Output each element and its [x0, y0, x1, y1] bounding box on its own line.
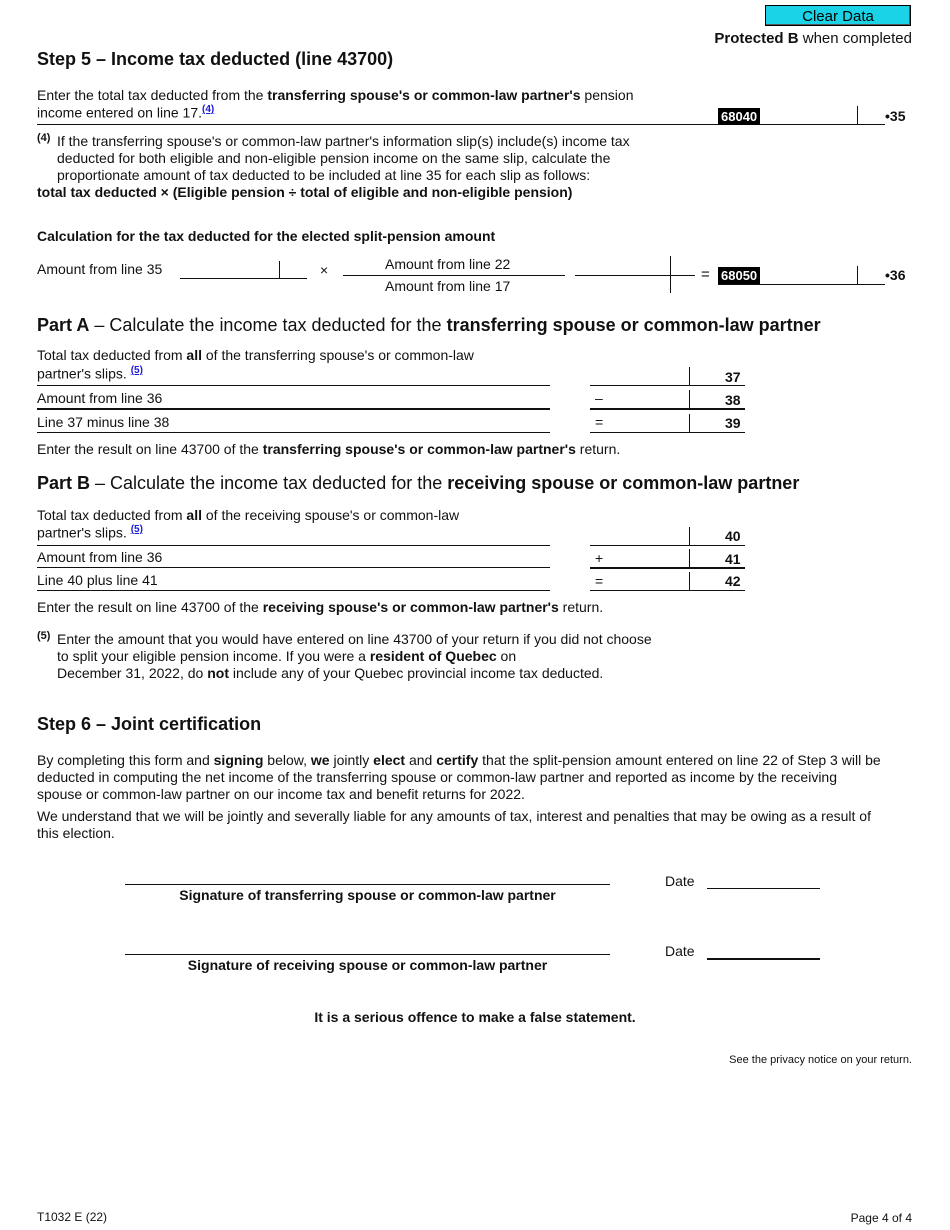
signature-2-label: Signature of receiving spouse or common-law partner [187, 957, 548, 973]
t: return. [558, 599, 604, 615]
line-number-38: 38 [725, 392, 741, 408]
divider [37, 590, 550, 591]
divider [37, 545, 550, 546]
t: that the split-pension amount entered on line 22 of Step 3 will be deducted in computing the net income of the transferring spouse or common-law partner and reported as income by the receiving spouse or common-law partner on our income tax and benefit returns for 2022. [37, 752, 881, 802]
line-41-input[interactable] [590, 567, 745, 569]
footnote-4-link[interactable]: (4) [202, 104, 215, 115]
t: pension [580, 87, 634, 103]
t: all [186, 347, 202, 363]
date-2-field[interactable] [707, 958, 820, 960]
t: include any of your Quebec provincial income tax deducted. [228, 665, 604, 681]
privacy-notice: See the privacy notice on your return. [729, 1054, 912, 1066]
cents-divider [689, 414, 690, 433]
step6-title [37, 714, 261, 735]
fraction-denominator: Amount from line 17 [385, 278, 511, 294]
note-4-marker: (4) [37, 132, 51, 144]
partA-title [37, 315, 821, 336]
minus-sign: – [595, 390, 603, 406]
partB-result-note [37, 599, 603, 615]
note-4-formula: total tax deducted × (Eligible pension ÷ total of eligible and non-eligible pension) [37, 184, 573, 200]
t: income entered on line 17. [37, 104, 202, 121]
t: Total tax deducted from [37, 507, 187, 523]
row-40-label2 [37, 524, 143, 541]
line-number-37: 37 [725, 369, 741, 385]
row-42-label: Line 40 plus line 41 [37, 572, 158, 588]
line-number-40: 40 [725, 528, 741, 544]
t: Enter the result on line 43700 of the [37, 441, 263, 457]
t: transferring spouse's or common-law partner's [267, 87, 581, 103]
t: Part B [37, 473, 91, 493]
t: – Income tax deducted (line 43700) [91, 49, 394, 69]
equals-sign: = [595, 414, 604, 430]
line-37-input[interactable] [590, 385, 745, 386]
signature-2-line[interactable] [125, 954, 610, 955]
cents-line [857, 124, 885, 125]
divider [37, 408, 550, 410]
t: and [405, 752, 437, 768]
divider [37, 567, 550, 568]
t: transferring spouse's or common-law partner's [262, 441, 576, 457]
t: Enter the result on line 43700 of the [37, 599, 263, 615]
t: on [496, 648, 517, 664]
t: receiving spouse's or common-law partner's [262, 599, 559, 615]
note-5-line1: Enter the amount that you would have entered on line 43700 of your return if you did not choose [57, 631, 652, 647]
step5-intro-line2 [37, 104, 214, 121]
note-5-line3 [57, 665, 603, 681]
t: partner's slips. [37, 524, 131, 541]
false-statement-warning: It is a serious offence to make a false statement. [314, 1009, 636, 1025]
t: certify [436, 752, 479, 768]
t: If the transferring spouse's or common-law partner's information slip(s) include(s) income tax deducted for both eligible and non-eligible pension income on the same slip, calculate the proportionate amount of tax deducted to be included at line 35 for each slip as follows: [57, 133, 630, 183]
row-37-label2 [37, 365, 143, 382]
cents-divider [670, 256, 671, 293]
partA-result-note [37, 441, 620, 457]
date-1-field[interactable] [707, 888, 820, 889]
footnote-5-link[interactable]: (5) [130, 365, 143, 376]
field-code-68050: 68050 [718, 267, 760, 284]
row-41-label: Amount from line 36 [37, 549, 163, 565]
line-39-input[interactable] [590, 432, 745, 433]
t: to split your eligible pension income. If you were a [57, 648, 370, 664]
t: – Calculate the income tax deducted for the [89, 315, 447, 335]
t: – Calculate the income tax deducted for the [90, 473, 448, 493]
t: resident of Quebec [369, 648, 497, 664]
row-39-label: Line 37 minus line 38 [37, 414, 170, 430]
certification-paragraph [37, 752, 882, 803]
t: we [310, 752, 330, 768]
date-1-label: Date [665, 873, 695, 889]
cents-divider [689, 549, 690, 568]
cents-divider [857, 266, 858, 285]
cents-divider [689, 572, 690, 591]
t: Part A [37, 315, 90, 335]
calc-label: Amount from line 35 [37, 261, 163, 277]
line-number-42: 42 [725, 573, 741, 589]
line-38-input[interactable] [590, 408, 745, 410]
t: Step 6 [37, 714, 92, 734]
times-sign: × [320, 262, 329, 278]
equals-sign: = [595, 573, 604, 589]
fraction-numerator: Amount from line 22 [385, 256, 511, 272]
divider [37, 385, 550, 386]
date-2-label: Date [665, 943, 695, 959]
row-38-label: Amount from line 36 [37, 390, 163, 406]
line-42-input[interactable] [590, 590, 745, 591]
plus-sign: + [595, 550, 604, 566]
line-number-41: 41 [725, 551, 741, 567]
t: Step 5 [37, 49, 92, 69]
line-40-input[interactable] [590, 545, 745, 546]
calc-title: Calculation for the tax deducted for the elected split-pension amount [37, 228, 496, 244]
equals-sign: = [701, 266, 710, 283]
t: not [207, 665, 229, 681]
fraction-bar [343, 275, 565, 276]
t: – Joint certification [91, 714, 262, 734]
signature-1-line[interactable] [125, 884, 610, 885]
signature-1-label: Signature of transferring spouse or common-law partner [179, 887, 556, 903]
t: Total tax deducted from [37, 347, 187, 363]
line-36-input[interactable] [718, 284, 885, 285]
note-5-marker: (5) [37, 630, 51, 642]
t: below, [263, 752, 311, 768]
note-4-text [57, 133, 687, 184]
cents-divider [689, 390, 690, 409]
step5-intro-line1 [37, 87, 633, 103]
cents-divider [689, 367, 690, 386]
protected-notice [714, 30, 912, 47]
partB-title [37, 473, 799, 494]
field-code-68040: 68040 [718, 108, 760, 125]
t: December 31, 2022, do [57, 665, 208, 681]
t: partner's slips. [37, 365, 131, 382]
calc-result-field[interactable] [575, 275, 695, 276]
row-37-label [37, 347, 474, 363]
t: signing [213, 752, 264, 768]
protected-rest: when completed [798, 30, 912, 47]
clear-data-button[interactable]: Clear Data [765, 5, 911, 26]
t: return. [575, 441, 621, 457]
t: receiving spouse or common-law partner [447, 473, 800, 493]
divider [37, 432, 550, 433]
t: all [186, 507, 202, 523]
cents-divider [689, 527, 690, 546]
line-number-35: •35 [885, 108, 906, 124]
line-number-36: •36 [885, 267, 906, 283]
t: of the receiving spouse's or common-law [202, 507, 460, 523]
t: transferring spouse or common-law partner [446, 315, 821, 335]
cents-divider [857, 106, 858, 125]
t: elect [373, 752, 406, 768]
form-id: T1032 E (22) [37, 1210, 108, 1224]
t: By completing this form and [37, 752, 214, 768]
page-number: Page 4 of 4 [850, 1211, 912, 1225]
row-40-label [37, 507, 459, 523]
line-number-39: 39 [725, 415, 741, 431]
footnote-5-link[interactable]: (5) [130, 524, 143, 535]
t: of the transferring spouse's or common-law [202, 347, 474, 363]
t: jointly [329, 752, 374, 768]
line-35-amount-field[interactable] [180, 278, 307, 279]
line-35-input[interactable] [760, 107, 856, 124]
step5-title [37, 49, 393, 70]
liability-paragraph: We understand that we will be jointly and severally liable for any amounts of tax, interest and penalties that may be owing as a result of this election. [37, 808, 871, 841]
t: Enter the total tax deducted from the [37, 87, 268, 103]
cents-divider [279, 261, 280, 279]
protected-bold: Protected B [714, 30, 799, 47]
note-5-line2 [57, 648, 516, 664]
